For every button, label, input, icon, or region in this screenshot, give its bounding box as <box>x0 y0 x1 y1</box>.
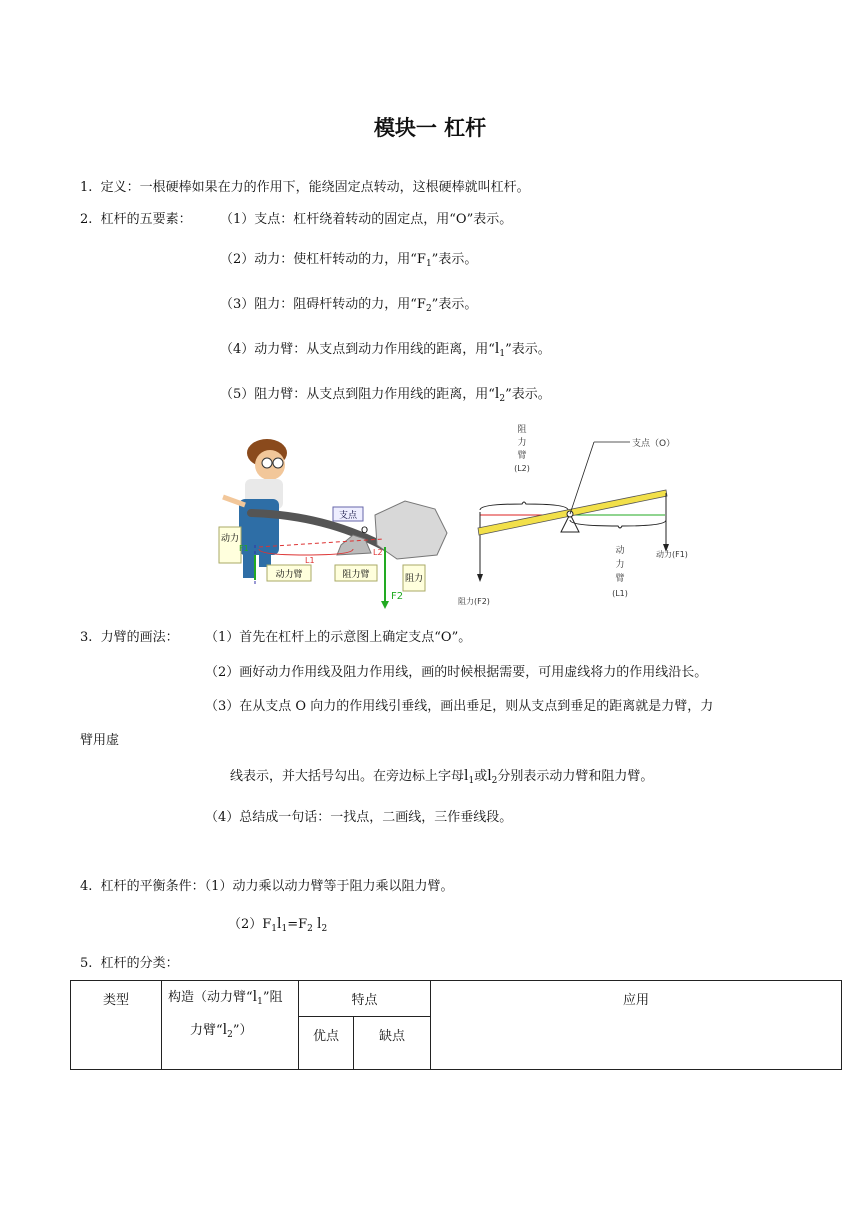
element-text: ”表示。 <box>431 297 478 312</box>
effort-arm-char: 动 <box>615 546 625 556</box>
f1-label: F1 <box>239 544 249 553</box>
fulcrum-label: 支点（O） <box>632 439 676 449</box>
symbol: l <box>464 767 469 784</box>
effort-arm-char: 臂 <box>615 574 625 584</box>
subscript: 1 <box>425 259 432 269</box>
element-text: （1）支点：杠杆绕着转动的固定点，用“O”表示。 <box>220 212 513 227</box>
header-application <box>431 981 842 1070</box>
symbol: l <box>494 340 500 357</box>
header-application-label: 应用 <box>622 993 649 1008</box>
load-force-label: 阻力 <box>404 574 424 584</box>
symbol: l <box>494 385 500 402</box>
subscript: 2 <box>499 394 506 404</box>
text: 或 <box>474 769 488 784</box>
element-text: （2）动力：使杠杆转动的力，用“F <box>220 252 426 267</box>
load-arm-char: (L2) <box>514 464 530 473</box>
method-step-1: （1）首先在杠杆上的示意图上确定支点“O”。 <box>205 630 472 645</box>
effort-arm-label: 动力臂 <box>275 570 303 580</box>
balance-formula <box>228 913 327 934</box>
header-structure <box>162 981 299 1070</box>
header-pros-label: 优点 <box>312 1029 339 1044</box>
section-number: 1. <box>80 180 93 195</box>
element-item-3 <box>220 293 477 314</box>
symbol: l <box>277 915 282 932</box>
definition-text: 定义：一根硬棒如果在力的作用下，能绕固定点转动，这根硬棒就叫杠杆。 <box>100 180 530 195</box>
element-item-4 <box>220 338 551 359</box>
load-arm-label: 阻力臂 <box>342 570 370 580</box>
header-type <box>71 981 162 1070</box>
effort-force-label: 动力(F1) <box>656 550 688 559</box>
load-arm-char: 阻 <box>517 425 527 435</box>
element-text: ”表示。 <box>505 387 551 402</box>
method-step-4: （4）总结成一句话：一找点，二画线，三作垂线段。 <box>205 810 513 825</box>
element-text: ”表示。 <box>431 252 478 267</box>
o-label: O <box>361 526 369 536</box>
l2-label: L2 <box>373 548 383 557</box>
effort-arm-char: (L1) <box>612 589 628 598</box>
lever-illustration <box>215 435 460 615</box>
text: =F <box>287 917 308 932</box>
page-title: 模块一 杠杆 <box>373 116 487 140</box>
section-4 <box>80 875 453 894</box>
method-step-3-cont: 臂用虚 <box>80 733 120 748</box>
subscript: 2 <box>321 924 328 934</box>
symbol: l <box>317 915 322 932</box>
load-force-label: 阻力(F2) <box>458 597 490 606</box>
subscript: 1 <box>468 776 475 786</box>
header-type-label: 类型 <box>102 993 129 1008</box>
text: 分别表示动力臂和阻力臂。 <box>497 769 654 784</box>
text: 构造（动力臂“ <box>168 990 253 1005</box>
subscript: 1 <box>499 349 506 359</box>
effort-arm-char: 力 <box>615 560 625 570</box>
element-item-2 <box>220 248 477 269</box>
text: ”） <box>232 1023 253 1038</box>
load-arm-char: 力 <box>517 438 527 448</box>
subscript: 1 <box>257 997 263 1007</box>
method-step-3-line3 <box>230 765 653 786</box>
subscript: 2 <box>307 924 313 934</box>
subscript: 1 <box>281 924 288 934</box>
section-1 <box>80 176 530 195</box>
symbol: l <box>252 988 258 1005</box>
header-cons-label: 缺点 <box>378 1029 405 1044</box>
element-text: （4）动力臂：从支点到动力作用线的距离，用“ <box>220 342 495 357</box>
section-label: 力臂的画法： <box>100 630 179 645</box>
l1-label: L1 <box>305 556 315 565</box>
element-text: （3）阻力：阻碍杆转动的力，用“F <box>220 297 426 312</box>
header-pros <box>299 1017 354 1070</box>
section-number: 5. <box>80 956 93 971</box>
lever-schematic <box>458 420 700 615</box>
subscript: 2 <box>227 1030 233 1040</box>
effort-force-label: 动力 <box>220 534 240 544</box>
symbol: l <box>487 767 492 784</box>
element-text: （5）阻力臂：从支点到阻力作用线的距离，用“ <box>220 387 495 402</box>
classification-text: 杠杆的分类： <box>100 956 179 971</box>
balance-condition-text: 杠杆的平衡条件：（1）动力乘以动力臂等于阻力乘以阻力臂。 <box>100 879 454 894</box>
subscript: 2 <box>491 776 498 786</box>
text: ”阻 <box>262 990 283 1005</box>
subscript: 1 <box>271 924 278 934</box>
text: 线表示，并大括号勾出。在旁边标上字母 <box>230 769 465 784</box>
f2-label: F2 <box>391 591 404 602</box>
method-step-2: （2）画好动力作用线及阻力作用线，画的时候根据需要，可用虚线将力的作用线沿长。 <box>205 665 708 680</box>
fulcrum-label: 支点 <box>338 511 358 521</box>
section-number: 2. <box>80 212 93 227</box>
symbol: l <box>222 1021 228 1038</box>
section-number: 3. <box>80 630 93 645</box>
text: （2）F <box>228 917 272 932</box>
subscript: 2 <box>425 304 432 314</box>
header-structure-label <box>162 981 298 1057</box>
header-cons <box>354 1017 431 1070</box>
load-arm-char: 臂 <box>517 451 527 461</box>
header-features-label: 特点 <box>351 993 378 1008</box>
section-2-heading <box>80 208 192 227</box>
section-5 <box>80 952 179 971</box>
method-step-3: （3）在从支点 O 向力的作用线引垂线，画出垂足，则从支点到垂足的距离就是力臂，力 <box>205 699 714 714</box>
element-item-5 <box>220 383 551 404</box>
element-item-1 <box>220 208 512 227</box>
section-label: 杠杆的五要素： <box>100 212 192 227</box>
header-features <box>299 981 431 1017</box>
classification-table <box>70 980 842 1070</box>
section-3-heading <box>80 626 179 645</box>
text: 力臂“ <box>190 1023 223 1038</box>
section-number: 4. <box>80 879 93 894</box>
element-text: ”表示。 <box>505 342 551 357</box>
